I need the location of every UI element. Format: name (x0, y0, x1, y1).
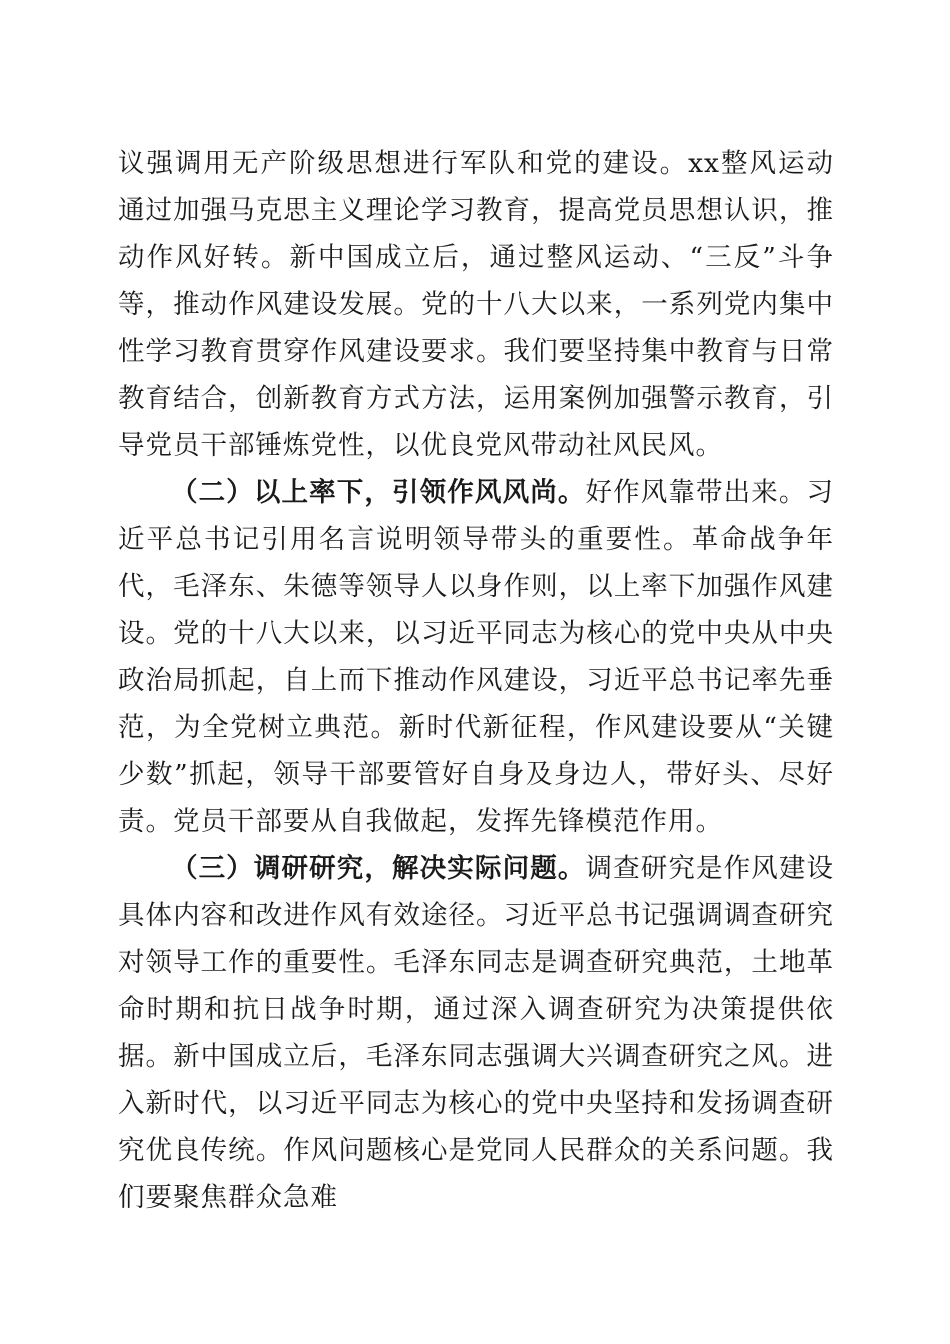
paragraph-1-text: 议强调用无产阶级思想进行军队和党的建设。xx整风运动通过加强马克思主义理论学习教育，提高党员思想认识，推动作风好转。新中国成立后，通过整风运动、“三反”斗争等，推动作风建设发展。党的十八大以来，一系列党内集中性学习教育贯穿作风建设要求。我们要坚持集中教育与日常教育结合，创新教育方式方法，运用案例加强警示教育，引导党员干部锤炼党性，以优良党风带动社风民风。 (118, 148, 834, 461)
paragraph-section-2 (118, 469, 834, 845)
paragraph-continuation (118, 140, 834, 469)
section-3-heading: （三）调研研究，解决实际问题。 (171, 853, 586, 884)
paragraph-3-text: 调查研究是作风建设具体内容和改进作风有效途径。习近平总书记强调调查研究对领导工作的重要性。毛泽东同志是调查研究典范，土地革命时期和抗日战争时期，通过深入调查研究为决策提供依据。新中国成立后，毛泽东同志强调大兴调查研究之风。进入新时代，以习近平同志为核心的党中央坚持和发扬调查研究优良传统。作风问题核心是党同人民群众的关系问题。我们要聚焦群众急难 (118, 853, 835, 1213)
paragraph-section-3 (118, 845, 834, 1221)
paragraph-2-text: 好作风靠带出来。习近平总书记引用名言说明领导带头的重要性。革命战争年代，毛泽东、朱德等领导人以身作则，以上率下加强作风建设。党的十八大以来，以习近平同志为核心的党中央从中央政治局抓起，自上而下推动作风建设，习近平总书记率先垂范，为全党树立典范。新时代新征程，作风建设要从“关键少数”抓起，领导干部要管好自身及身边人，带好头、尽好责。党员干部要从自我做起，发挥先锋模范作用。 (118, 477, 835, 837)
document-body (118, 140, 834, 1221)
section-2-heading: （二）以上率下，引领作风风尚。 (171, 477, 586, 508)
